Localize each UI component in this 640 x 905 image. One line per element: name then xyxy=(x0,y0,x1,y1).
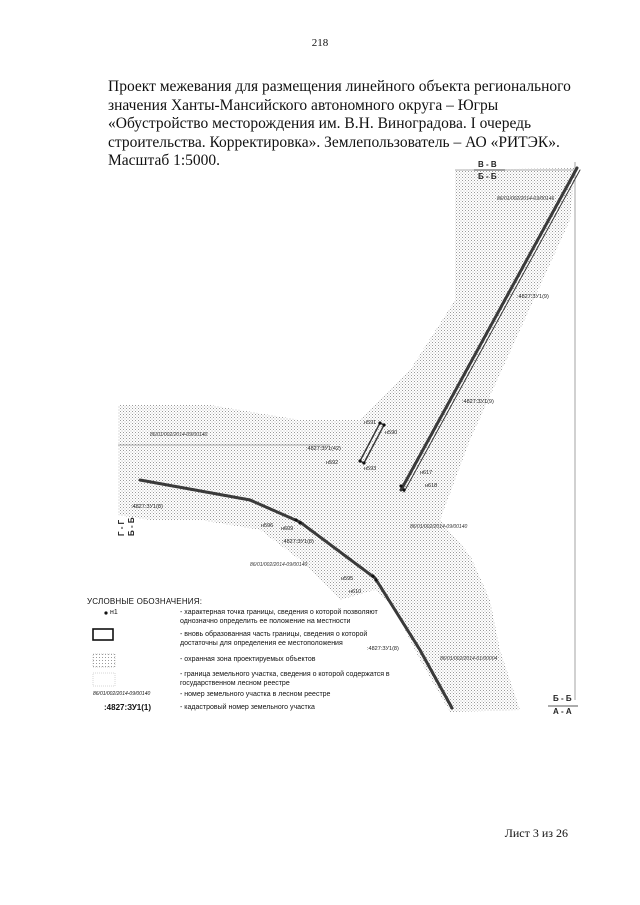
document-title: Проект межевания для размещения линейного объекта регионального значения Ханты-Мансийского автономного округа – Югры «Обустройство месторождения им. В.Н. Виноградова. I очередь строительства. Корректировка». Землепользователь – АО «РИТЭК». Масштаб 1:5000. xyxy=(108,78,571,169)
legend-symbols xyxy=(93,611,115,686)
forest-number-south-west: 86/01/002/2014-09/00140 xyxy=(250,562,308,568)
forest-number-south-east: 86/01/002/2014-01/00004 xyxy=(440,656,498,662)
section-label-gg-left: Г - Г xyxy=(117,519,126,536)
legend-point-label: н1 xyxy=(110,609,118,616)
section-label-bb-bottom: Б - Б xyxy=(553,694,572,703)
section-label-bb-left: Б - Б xyxy=(127,517,136,536)
page-number: 218 xyxy=(311,37,329,49)
cadastral-label-zu42: :4827:ЗУ1(42) xyxy=(306,446,341,452)
cadastral-label-zu9-lower: :4827:ЗУ1(9) xyxy=(462,399,494,405)
legend-text-cadastral-number: - кадастровый номер земельного участка xyxy=(180,704,315,711)
legend-forest-number-sample: 86/01/002/2014-09/00140 xyxy=(93,691,151,697)
section-label-bb-top: Б - Б xyxy=(478,172,497,181)
legend-text-forest-boundary: - граница земельного участка, сведения о которой содержатся в государственном лесном реестре xyxy=(180,671,390,687)
legend-title: УСЛОВНЫЕ ОБОЗНАЧЕНИЯ: xyxy=(87,597,203,606)
legend-cadastral-sample: :4827:ЗУ1(1) xyxy=(104,703,152,712)
point-label-591: н591 xyxy=(364,420,377,426)
cadastral-label-zu8-mid: :4827:ЗУ1(8) xyxy=(282,539,314,545)
cadastral-label-zu8-west: :4827:ЗУ1(8) xyxy=(131,504,163,510)
forest-number-north: 86/01/002/2014-03/00146 xyxy=(497,196,555,202)
cadastral-label-zu8-south: :4827:ЗУ1(8) xyxy=(367,646,399,652)
legend-symbol-forest-boundary xyxy=(93,673,115,686)
point-label-592: н592 xyxy=(326,460,339,466)
forest-number-center-east: 86/01/002/2014-09/00140 xyxy=(410,524,468,530)
point-label-593: н593 xyxy=(364,466,377,472)
sheet-label: Лист 3 из 26 xyxy=(504,826,568,840)
cadastral-label-zu9-upper: :4827:ЗУ1(9) xyxy=(517,294,549,300)
point-label-609: н609 xyxy=(281,526,294,532)
forest-number-west: 86/01/002/2014-09/00140 xyxy=(150,432,208,438)
point-label-595: н595 xyxy=(341,576,354,582)
section-label-vv-top: В - В xyxy=(478,160,497,169)
legend-text-new-boundary: - вновь образованная часть границы, сведения о которой достаточны для определения ее местоположения xyxy=(180,631,368,647)
point-label-590: н590 xyxy=(385,430,398,436)
legend-symbol-protection-zone xyxy=(93,654,115,667)
point-label-596: н596 xyxy=(261,523,274,529)
point-label-617: н617 xyxy=(420,470,433,476)
legend-text-forest-number: - номер земельного участка в лесном реестре xyxy=(180,691,331,698)
point-label-618: н618 xyxy=(425,483,438,489)
point-label-610: н610 xyxy=(349,589,362,595)
legend-text-point: - характерная точка границы, сведения о которой позволяют однозначно определить ее положение на местности xyxy=(180,609,378,625)
legend-text-protection-zone: - охранная зона проектируемых объектов xyxy=(180,656,316,663)
legend-symbol-new-boundary xyxy=(93,629,113,640)
section-label-aa-bottom: А - А xyxy=(553,707,572,716)
